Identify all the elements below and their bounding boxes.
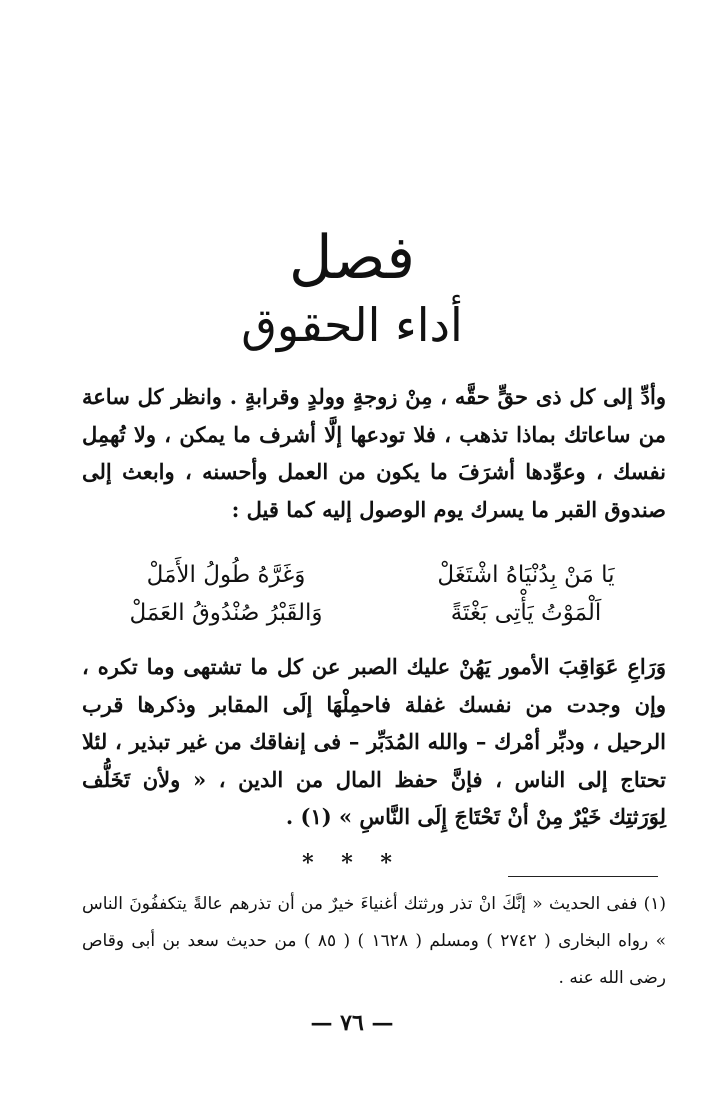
- poem-hemistich: وَغَرَّهُ طُولُ الأَمَلْ: [146, 562, 306, 588]
- footnotes: [82, 886, 666, 997]
- poem: [96, 556, 656, 632]
- footnote: (١) ففى الحديث « إنَّكَ انْ تذر ورثتك أغنياءَ خيرٌ من أن تذرهم عالةً يتكففُونَ الناس » رواه البخارى ( ٢٧٤٢ ) ومسلم ( ١٦٢٨ ) ( ٨٥ ) من حديث سعد بن أبى وقاص رضى الله عنه .: [82, 894, 666, 988]
- poem-hemistich: وَالقَبْرُ صُنْدُوقُ العَمَلْ: [129, 600, 323, 626]
- chapter-label: فصل: [288, 223, 416, 293]
- body-paragraph-1-block: [82, 378, 666, 528]
- footnote-divider: [508, 876, 658, 877]
- section-separator: * * *: [302, 850, 402, 876]
- body-paragraph-2-block: [82, 648, 666, 836]
- poem-hemistich: يَا مَنْ بِدُنْيَاهُ اشْتَغَلْ: [437, 562, 615, 588]
- poem-verse: [96, 556, 656, 594]
- poem-hemistich: اَلْمَوْتُ يَأْتِى بَغْتَةً: [450, 600, 602, 626]
- page-number: — ٧٦ —: [310, 1010, 394, 1036]
- body-paragraph: وَرَاعِ عَوَاقِبَ الأمور يَهُنْ عليك الصبر عن كل ما تشتهى وما تكره ، وإن وجدت من نفسك غفلة فاحمِلْهَا إلَى المقابر وذكرها قرب الرحيل ، ودبِّر أمْرك – والله المُدَبِّر – فى إنفاقك من غير تبذير ، لئلا تحتاج إلى الناس ، فإنَّ حفظ المال من الدين ، « ولأن تَخَلُّف لِوَرَثتِك خَيْرٌ مِنْ أنْ تَحْتَاجَ إِلَى النَّاسِ » (١) .: [82, 654, 666, 829]
- poem-verse: [96, 594, 656, 632]
- chapter-title: أداء الحقوق: [241, 298, 463, 352]
- body-paragraph: وأدِّ إلى كل ذى حقٍّ حقَّه ، مِنْ زوجةٍ وولدٍ وقرابةٍ . وانظر كل ساعة من ساعاتك بماذا تذهب ، فلا تودعها إلَّا أشرف ما يمكن ، ولا تُهمِل نفسك ، وعوِّدها أشرَفَ ما يكون من العمل وأحسنه ، وابعث إلى صندوق القبر ما يسرك يوم الوصول إليه كما قيل :: [82, 384, 666, 522]
